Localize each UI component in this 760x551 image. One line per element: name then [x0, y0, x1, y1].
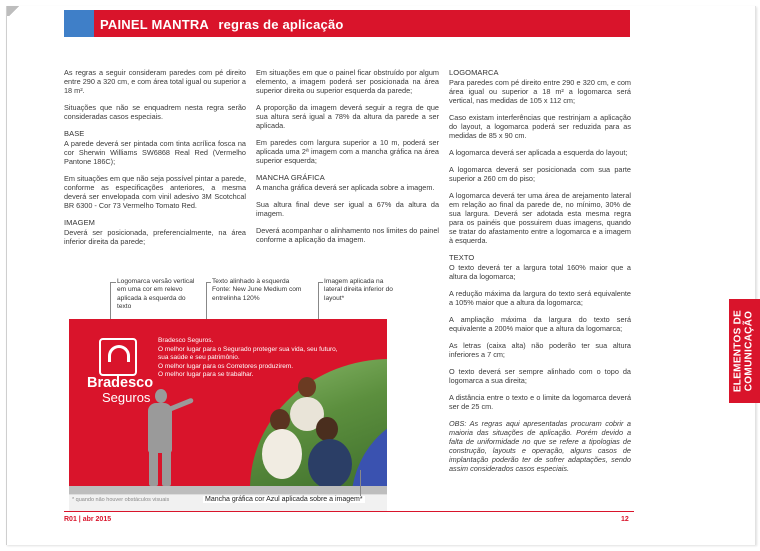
obs-paragraph: OBS: As regras aqui apresentadas procuram cobrir a maioria das situações de aplicação. Porém devido a falta de uniformidade no que se refere a tipologias de construção, layouts e operação, alguns casos de implantação poderão ter de sofrer adaptações, sendo assim considerados casos especiais.: [449, 419, 631, 473]
logomarca-heading: LOGOMARCA: [449, 68, 499, 77]
page-fold-corner: [7, 6, 21, 16]
bradesco-logo-arc: [108, 345, 130, 362]
wall-baseboard: [69, 486, 387, 494]
child-head: [298, 377, 316, 397]
woman-head: [270, 409, 290, 431]
imagem-paragraph-2: Em situações em que o painel ficar obstruído por algum elemento, a imagem poderá ser posicionada na área superior direita ou superior esquerda da parede;: [256, 68, 439, 95]
footnote: * quando não houver obstáculos visuais: [72, 497, 170, 503]
logomarca-paragraph-1: Para paredes com pé direito entre 290 e 320 cm, e com área igual ou superior a 18 m² a logomarca será vertical, nas medidas de 105 x 112 cm;: [449, 78, 631, 105]
panel-copy-line-2: O melhor lugar para os Corretores produzirem.: [158, 362, 294, 370]
annotation-logo: Logomarca versão vertical em uma cor em relevo aplicada à esquerda do texto: [117, 278, 199, 311]
human-scale-silhouette-arm: [168, 397, 194, 411]
imagem-heading: IMAGEM: [64, 218, 96, 227]
texto-paragraph-4: As letras (caixa alta) não poderão ter sua altura inferiores a 7 cm;: [449, 341, 631, 359]
base-paragraph-1: A parede deverá ser pintada com tinta acrílica fosca na cor Sherwin Williams SW6868 Real Red (Vermelho Pantone 186C);: [64, 139, 246, 166]
header-blue-tab: [64, 10, 94, 37]
page-title-main: PAINEL MANTRA: [100, 17, 209, 32]
texto-paragraph-3: A ampliação máxima da largura do texto será equivalente a 200% maior que a altura da logomarca;: [449, 315, 631, 333]
bradesco-logo-mark: [99, 338, 137, 376]
woman-body: [262, 429, 302, 479]
intro-paragraph: As regras a seguir consideram paredes com pé direito entre 290 a 320 cm, e com área total igual ou superior a 18 m².: [64, 68, 246, 95]
mancha-paragraph-3: Deverá acompanhar o alinhamento nos limites do painel conforme a aplicação da imagem.: [256, 226, 439, 244]
mancha-paragraph-1: A mancha gráfica deverá ser aplicada sobre a imagem.: [256, 183, 435, 192]
page-title: [100, 17, 344, 32]
page-title-subtitle: regras de aplicação: [218, 17, 344, 32]
base-heading: BASE: [64, 129, 85, 138]
texto-paragraph-2: A redução máxima da largura do texto será equivalente a 105% maior que a altura da logomarca;: [449, 289, 631, 307]
logo-wordmark: Bradesco: [87, 375, 154, 391]
panel-copy-head: Bradesco Seguros.: [158, 337, 214, 344]
annotation-texto: Texto alinhado à esquerda Fonte: New June Medium com entrelinha 120%: [212, 278, 302, 302]
imagem-paragraph-3: A proporção da imagem deverá seguir a regra de que sua altura será igual a 78% da altura da parede a ser aplicada.: [256, 103, 439, 130]
logomarca-paragraph-4: A logomarca deverá ser posicionada com sua parte superior a 260 cm do piso;: [449, 165, 631, 183]
panel-copy-line-1: O melhor lugar para o Segurado proteger sua vida, seu futuro, sua saúde e seu patrimônio.: [158, 345, 338, 361]
page-number: 12: [621, 516, 629, 523]
section-side-tab-label: [734, 310, 755, 392]
texto-paragraph-5: O texto deverá ser sempre alinhado com o topo da logomarca a sua direita;: [449, 367, 631, 385]
logomarca-paragraph-2: Caso existam interferências que restrinjam a aplicação do layout, a logomarca poderá ser reduzida para as medidas de 85 x 90 cm.: [449, 113, 631, 140]
annotation-mancha: Mancha gráfica cor Azul aplicada sobre a imagem*: [205, 496, 363, 503]
base-paragraph-2: Em situações em que não seja possível pintar a parede, conforme as especificações anteriores, a mesma deverá ser envelopada com vinil adesivo 3M Scotchcal BR 6300 - Cor 73 Vermelho Tomato Red.: [64, 174, 246, 210]
mancha-paragraph-2: Sua altura final deve ser igual a 67% da altura da imagem.: [256, 200, 439, 218]
panel-mockup: [69, 319, 387, 486]
panel-copy: [158, 337, 348, 380]
leader-line-mancha: [360, 470, 361, 497]
side-tab-line-2: COMUNICAÇÃO: [743, 310, 754, 392]
man-body: [308, 439, 352, 486]
panel-copy-line-3: O melhor lugar para se trabalhar.: [158, 371, 254, 378]
intro-paragraph-2: Situações que não se enquadrem nesta regra serão consideradas casos especiais.: [64, 103, 246, 121]
column-middle: [256, 68, 439, 252]
column-right: [449, 68, 631, 481]
column-left: [64, 68, 246, 254]
side-tab-line-1: ELEMENTOS DE: [732, 309, 744, 393]
leader-tick-logo: [110, 282, 116, 283]
imagem-paragraph-4: Em paredes com largura superior a 10 m, poderá ser aplicada uma 2ª imagem com a mancha gráfica na área superior esquerda;: [256, 138, 439, 165]
footer-rule: [64, 511, 634, 512]
leader-tick-texto: [206, 282, 211, 283]
texto-paragraph-1: O texto deverá ter a largura total 160% maior que a altura da logomarca;: [449, 263, 631, 281]
human-scale-silhouette-head: [155, 389, 167, 403]
footer-revision: R01 | abr 2015: [64, 516, 112, 523]
man-head: [316, 417, 338, 441]
annotation-imagem: Imagem aplicada na lateral direita inferior do layout*: [324, 278, 393, 302]
human-scale-silhouette-body: [148, 403, 172, 453]
logomarca-paragraph-3: A logomarca deverá ser aplicada a esquerda do layout;: [449, 148, 628, 157]
logo-wordmark-sub: Seguros: [102, 390, 151, 405]
logomarca-paragraph-5: A logomarca deverá ter uma área de arejamento lateral em relação ao final da parede de, no mínimo, 30% de sua largura. Deverá ser adotada esta mesma regra para os painéis que possuirem duas imagens, quando se tratar do afastamento entre a logomarca e a imagem à esquerda.: [449, 191, 631, 245]
texto-paragraph-6: A distância entre o texto e o limite da logomarca deverá ser de 25 cm.: [449, 393, 631, 411]
leader-tick-imagem: [318, 282, 323, 283]
human-scale-silhouette-leg: [162, 449, 171, 486]
mancha-heading: MANCHA GRÁFICA: [256, 173, 325, 182]
imagem-paragraph-1: Deverá ser posicionada, preferencialmente, na área inferior direita da parede;: [64, 228, 246, 246]
human-scale-silhouette-leg: [149, 449, 158, 486]
texto-heading: TEXTO: [449, 253, 475, 262]
